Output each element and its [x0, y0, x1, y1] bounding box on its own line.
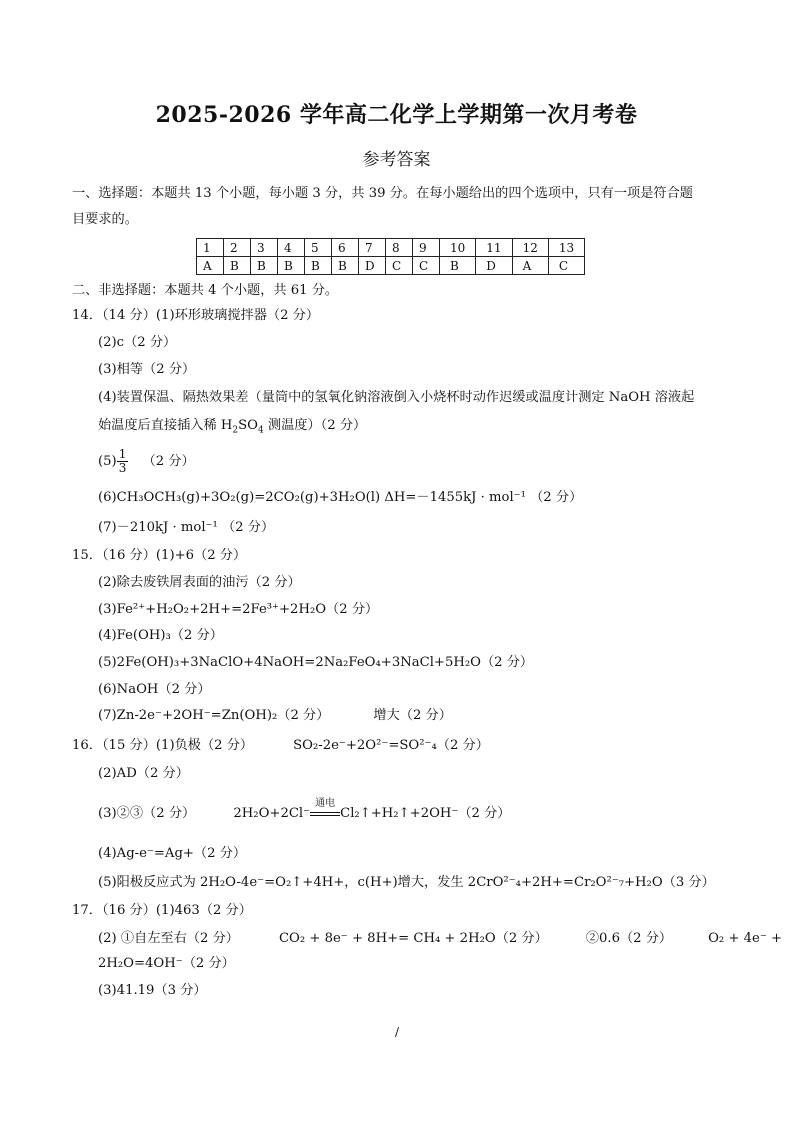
electrolysis-label: 通电 [315, 798, 336, 809]
fraction-numerator: 1 [118, 447, 127, 461]
q17-part2-d: O₂ + 4e⁻ + [708, 931, 783, 946]
q14-part4-sub2: 4 [257, 425, 264, 436]
q14-part5-score: （2 分） [142, 454, 195, 469]
q14-part4-post: 测温度）（2 分） [263, 418, 367, 433]
answer-table-answer-cell: B [278, 257, 305, 275]
q14-part4-line1: (4)装置保温、隔热效果差（量筒中的氢氧化钠溶液倒入小烧杯时动作迟缓或温度计测定 NaOH 溶液起 [98, 390, 695, 405]
q15-part3: (3)Fe²⁺+H₂O₂+2H+=2Fe³⁺+2H₂O（2 分） [98, 602, 379, 617]
answer-table-answer-cell: B [224, 257, 251, 275]
answer-table-number-cell: 1 [197, 239, 224, 257]
answer-table-answer-cell: B [440, 257, 476, 275]
q15-part7 [98, 706, 452, 726]
q15-head: 15．（16 分）(1)+6（2 分） [72, 548, 247, 563]
answer-table-number-cell: 4 [278, 239, 305, 257]
q16-head [72, 736, 489, 756]
answer-table-answer-cell: A [197, 257, 224, 275]
q16-part3-products: Cl₂↑+H₂↑+2OH⁻（2 分） [340, 806, 511, 821]
answer-table-answer-cell: A [512, 257, 548, 275]
q16-part3-label: (3)②③（2 分） [98, 806, 196, 821]
q16-head-text: 16．（15 分）(1)负极（2 分） [72, 738, 254, 753]
q17-part2-continued: 2H₂O=4OH⁻（2 分） [98, 956, 235, 971]
section2-instructions: 二、非选择题：本题共 4 个小题，共 61 分。 [72, 283, 339, 298]
answer-table-number-cell: 6 [332, 239, 359, 257]
answer-table-number-cell: 3 [251, 239, 278, 257]
q14-part7: (7)－210kJ · mol⁻¹ （2 分） [98, 520, 275, 535]
q15-part2: (2)除去废铁屑表面的油污（2 分） [98, 575, 301, 590]
q16-part3-reactants: 2H₂O+2Cl⁻ [233, 806, 311, 821]
answer-table-number-row [197, 239, 585, 257]
answer-table-number-cell: 7 [359, 239, 386, 257]
answer-table-number-cell: 5 [305, 239, 332, 257]
q16-part5: (5)阳极反应式为 2H₂O-4e⁻=O₂↑+4H+，c(H+)增大，发生 2CrO²⁻₄+2H+=Cr₂O²⁻₇+H₂O（3 分） [98, 875, 715, 890]
q16-part4: (4)Ag-e⁻=Ag+（2 分） [98, 846, 247, 861]
q14-part4-line2-text: 始温度后直接插入稀 H [98, 418, 233, 433]
q16-part3 [98, 798, 511, 824]
page-subtitle: 参考答案 [362, 150, 431, 170]
answer-table-answer-row [197, 257, 585, 275]
answer-table-answer-cell: C [386, 257, 413, 275]
fraction-denominator: 3 [118, 461, 127, 475]
answer-table-answer-cell: D [476, 257, 512, 275]
q16-part2: (2)AD（2 分） [98, 766, 189, 781]
q15-part7-answer: 增大（2 分） [373, 708, 452, 723]
q15-part6: (6)NaOH（2 分） [98, 682, 211, 697]
q14-part2: (2)c（2 分） [98, 335, 177, 350]
q14-part4-sub: 2 [232, 425, 239, 436]
answer-table-number-cell: 9 [413, 239, 440, 257]
answer-table [196, 238, 585, 275]
q17-part2-a: (2) ①自左至右（2 分） [98, 931, 239, 946]
q17-part2 [98, 929, 782, 949]
answer-table-answer-cell: C [548, 257, 584, 275]
q14-head: 14．（14 分）(1)环形玻璃搅拌器（2 分） [72, 308, 320, 323]
section1-instructions-line2: 目要求的。 [72, 212, 138, 227]
q14-part4-line2 [98, 416, 366, 441]
answer-table-answer-cell: B [332, 257, 359, 275]
answer-table-number-cell: 2 [224, 239, 251, 257]
q17-part2-c: ②0.6（2 分） [585, 931, 673, 946]
page-title: 2025-2026 学年高二化学上学期第一次月考卷 [155, 102, 638, 128]
q15-part4: (4)Fe(OH)₃（2 分） [98, 628, 223, 643]
answer-table-number-cell: 8 [386, 239, 413, 257]
answer-table-number-cell: 13 [548, 239, 584, 257]
q15-part7-equation: (7)Zn-2e⁻+2OH⁻=Zn(OH)₂（2 分） [98, 708, 330, 723]
q16-head-equation: SO₂-2e⁻+2O²⁻=SO²⁻₄（2 分） [293, 738, 489, 753]
q14-part3: (3)相等（2 分） [98, 362, 196, 377]
q14-part5-label: (5) [98, 454, 117, 469]
answer-table-answer-cell: C [413, 257, 440, 275]
answer-table-answer-cell: D [359, 257, 386, 275]
q17-part2-b: CO₂ + 8e⁻ + 8H+= CH₄ + 2H₂O（2 分） [278, 931, 548, 946]
answer-table-number-cell: 11 [476, 239, 512, 257]
answer-table-answer-cell: B [251, 257, 278, 275]
q14-part5 [98, 448, 195, 475]
q14-part5-fraction [117, 448, 129, 475]
q14-part6: (6)CH₃OCH₃(g)+3O₂(g)=2CO₂(g)+3H₂O(l) ΔH=－1455kJ · mol⁻¹ （2 分） [98, 490, 583, 505]
q17-part3: (3)41.19（3 分） [98, 983, 207, 998]
answer-table-answer-cell: B [305, 257, 332, 275]
electrolysis-arrow [310, 798, 340, 824]
answer-table-number-cell: 12 [512, 239, 548, 257]
page-footer: / [395, 1025, 400, 1039]
section1-instructions-line1: 一、选择题：本题共 13 个小题，每小题 3 分，共 39 分。在每小题给出的四个选项中，只有一项是符合题 [72, 186, 693, 201]
q17-head: 17．（16 分）(1)463（2 分） [72, 903, 252, 918]
q15-part5: (5)2Fe(OH)₃+3NaClO+4NaOH=2Na₂FeO₄+3NaCl+5H₂O（2 分） [98, 655, 534, 670]
q14-part4-mid: SO [238, 418, 258, 433]
answer-table-number-cell: 10 [440, 239, 476, 257]
